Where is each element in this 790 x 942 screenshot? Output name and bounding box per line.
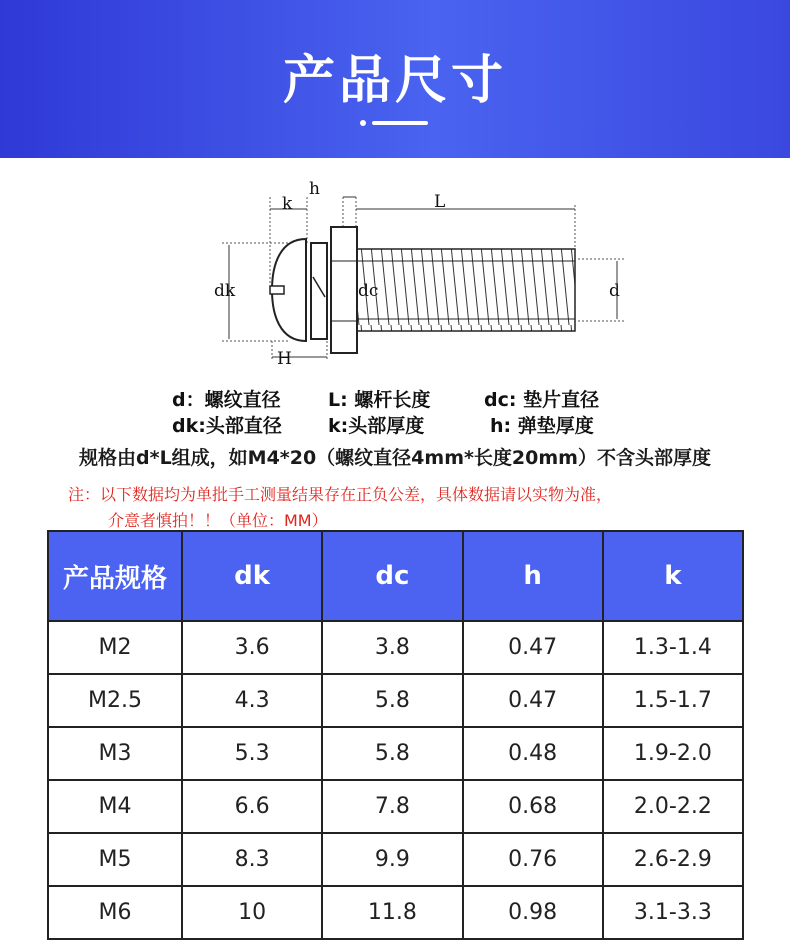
cell-spec: M2.5 bbox=[48, 674, 182, 727]
cell-spec: M4 bbox=[48, 780, 182, 833]
cell-h: 0.76 bbox=[463, 833, 603, 886]
cell-dc: 5.8 bbox=[322, 727, 462, 780]
header-cell: dk bbox=[182, 531, 322, 621]
table-row bbox=[48, 780, 743, 833]
spring-washer bbox=[311, 243, 327, 339]
label-L: L bbox=[434, 192, 446, 212]
title-decoration bbox=[360, 118, 430, 128]
cell-h: 0.47 bbox=[463, 674, 603, 727]
label-H: H bbox=[277, 349, 292, 369]
cell-k: 2.6-2.9 bbox=[603, 833, 743, 886]
label-k: k bbox=[282, 194, 293, 214]
cell-dc: 7.8 bbox=[322, 780, 462, 833]
table-row bbox=[48, 674, 743, 727]
header-cell: 产品规格 bbox=[48, 531, 182, 621]
spec-table bbox=[47, 530, 744, 940]
table-row bbox=[48, 833, 743, 886]
cell-k: 1.3-1.4 bbox=[603, 621, 743, 674]
cell-spec: M5 bbox=[48, 833, 182, 886]
screw-drawing bbox=[0, 165, 790, 387]
decoration-dot bbox=[360, 120, 366, 126]
legend-item: dk:头部直径 bbox=[172, 415, 282, 437]
label-h: h bbox=[309, 179, 320, 199]
table-row bbox=[48, 727, 743, 780]
legend-item: dc: 垫片直径 bbox=[484, 389, 600, 411]
cell-dc: 3.8 bbox=[322, 621, 462, 674]
cell-k: 2.0-2.2 bbox=[603, 780, 743, 833]
label-dc: dc bbox=[358, 281, 379, 301]
cell-dk: 10 bbox=[182, 886, 322, 939]
cell-spec: M3 bbox=[48, 727, 182, 780]
header-cell: dc bbox=[322, 531, 462, 621]
cell-spec: M2 bbox=[48, 621, 182, 674]
legend-item: L: 螺杆长度 bbox=[328, 389, 431, 411]
cell-dc: 9.9 bbox=[322, 833, 462, 886]
cell-k: 1.5-1.7 bbox=[603, 674, 743, 727]
spec-rule-text: 规格由d*L组成，如M4*20（螺纹直径4mm*长度20mm）不含头部厚度 bbox=[79, 447, 711, 469]
label-d: d bbox=[609, 281, 620, 301]
cell-dk: 8.3 bbox=[182, 833, 322, 886]
cell-h: 0.48 bbox=[463, 727, 603, 780]
label-dk: dk bbox=[214, 281, 236, 301]
page-title: 产品尺寸 bbox=[282, 51, 507, 111]
legend-item: k:头部厚度 bbox=[328, 415, 425, 437]
cell-h: 0.98 bbox=[463, 886, 603, 939]
cell-h: 0.68 bbox=[463, 780, 603, 833]
note-line-2: 介意者慎拍！！（单位：MM） bbox=[108, 511, 328, 530]
legend-item: h: 弹垫厚度 bbox=[490, 415, 594, 437]
table-row bbox=[48, 621, 743, 674]
legend-item: d：螺纹直径 bbox=[172, 389, 281, 411]
cell-dk: 5.3 bbox=[182, 727, 322, 780]
cell-k: 3.1-3.3 bbox=[603, 886, 743, 939]
decoration-bar bbox=[372, 121, 428, 125]
cell-dk: 3.6 bbox=[182, 621, 322, 674]
header-cell: k bbox=[603, 531, 743, 621]
cell-h: 0.47 bbox=[463, 621, 603, 674]
cell-dc: 11.8 bbox=[322, 886, 462, 939]
table-row bbox=[48, 886, 743, 939]
header-cell: h bbox=[463, 531, 603, 621]
table-header-row bbox=[48, 531, 743, 621]
flat-washer bbox=[331, 227, 357, 353]
header-banner bbox=[0, 0, 790, 158]
cell-dk: 6.6 bbox=[182, 780, 322, 833]
screw-dimension-diagram bbox=[0, 165, 790, 387]
note-line-1: 注：以下数据均为单批手工测量结果存在正负公差，具体数据请以实物为准， bbox=[68, 485, 613, 504]
cell-spec: M6 bbox=[48, 886, 182, 939]
cell-k: 1.9-2.0 bbox=[603, 727, 743, 780]
cell-dk: 4.3 bbox=[182, 674, 322, 727]
cell-dc: 5.8 bbox=[322, 674, 462, 727]
